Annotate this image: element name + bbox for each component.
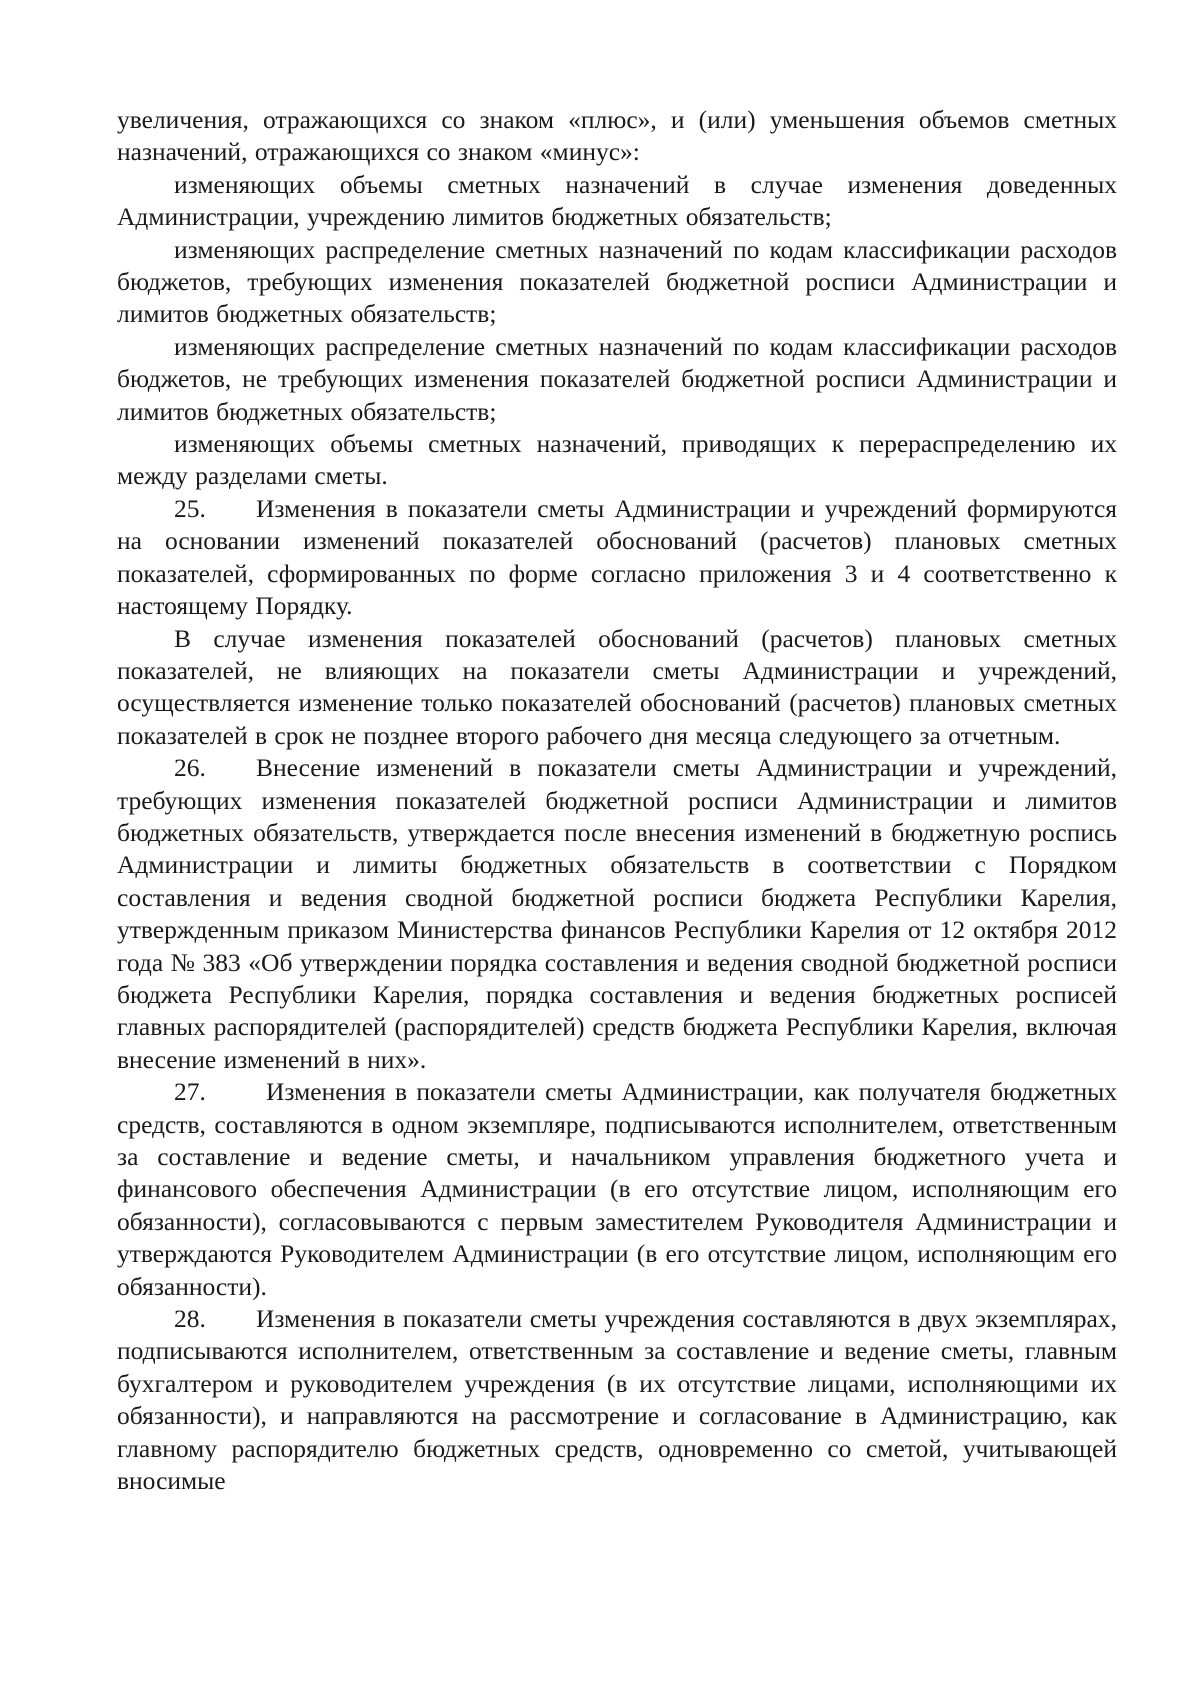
- paragraph-text: изменяющих объемы сметных назначений в случае изменения доведенных Администрации, учреждению лимитов бюджетных обязательств;: [117, 169, 1117, 232]
- numbered-paragraph: [117, 1076, 1117, 1303]
- paragraph-text: изменяющих объемы сметных назначений, приводящих к перераспределению их между разделами сметы.: [117, 429, 1117, 491]
- paragraph: [117, 104, 1117, 169]
- paragraph-number: 28.: [174, 1304, 206, 1334]
- document-page: [117, 104, 1117, 1497]
- paragraph-number: 25.: [174, 493, 206, 523]
- paragraph-text: Изменения в показатели сметы Администрации и учреждений формируются на основании изменений показателей обоснований (расчетов) плановых сметных показателей, сформированных по форме согласно приложения 3 и 4 соответственно к настоящему Порядку.: [117, 493, 1117, 621]
- paragraph-number: 26.: [174, 753, 206, 783]
- paragraph: [117, 169, 1117, 234]
- paragraph-text: Внесение изменений в показатели сметы Администрации и учреждений, требующих изменения показателей бюджетной росписи Администрации и лимитов бюджетных обязательств, утверждается после внесения изменений в бюджетную роспись Администрации и лимиты бюджетных обязательств в соответствии с Порядком составления и ведения сводной бюджетной росписи бюджета Республики Карелия, утвержденным приказом Министерства финансов Республики Карелия от 12 октября 2012 года № 383 «Об утверждении порядка составления и ведения сводной бюджетной росписи бюджета Республики Карелия, порядка составления и ведения бюджетных росписей главных распорядителей (распорядителей) средств бюджета Республики Карелия, включая внесение изменений в них».: [117, 753, 1117, 1074]
- paragraph: [117, 428, 1117, 493]
- paragraph-text: увеличения, отражающихся со знаком «плюс», и (или) уменьшения объемов сметных назначений, отражающихся со знаком «минус»:: [117, 105, 1117, 167]
- numbered-paragraph: [117, 493, 1117, 623]
- paragraph-text: изменяющих распределение сметных назначений по кодам классификации расходов бюджетов, не требующих изменения показателей бюджетной росписи Администрации и лимитов бюджетных обязательств;: [117, 331, 1117, 426]
- paragraph-number: 27.: [174, 1077, 206, 1107]
- paragraph: [117, 623, 1117, 753]
- paragraph-text: В случае изменения показателей обоснований (расчетов) плановых сметных показателей, не влияющих на показатели сметы Администрации и учреждений, осуществляется изменение только показателей обоснований (расчетов) плановых сметных показателей в срок не позднее второго рабочего дня месяца следующего за отчетным.: [117, 623, 1117, 750]
- paragraph-text: изменяющих распределение сметных назначений по кодам классификации расходов бюджетов, требующих изменения показателей бюджетной росписи Администрации и лимитов бюджетных обязательств;: [117, 234, 1117, 329]
- paragraph-text: Изменения в показатели сметы Администрации, как получателя бюджетных средств, составляются в одном экземпляре, подписываются исполнителем, ответственным за составление и ведение сметы, и начальником управления бюджетного учета и финансового обеспечения Администрации (в его отсутствие лицом, исполняющим его обязанности), согласовываются с первым заместителем Руководителя Администрации и утверждаются Руководителем Администрации (в его отсутствие лицом, исполняющим его обязанности).: [117, 1077, 1117, 1301]
- numbered-paragraph: [117, 752, 1117, 1076]
- numbered-paragraph: [117, 1303, 1117, 1497]
- paragraph: [117, 331, 1117, 428]
- paragraph-text: Изменения в показатели сметы учреждения составляются в двух экземплярах, подписываются исполнителем, ответственным за составление и ведение сметы, главным бухгалтером и руководителем учреждения (в их отсутствие лицами, исполняющими их обязанности), и направляются на рассмотрение и согласование в Администрацию, как главному распорядителю бюджетных средств, одновременно со сметой, учитывающей вносимые: [117, 1304, 1117, 1496]
- paragraph: [117, 234, 1117, 331]
